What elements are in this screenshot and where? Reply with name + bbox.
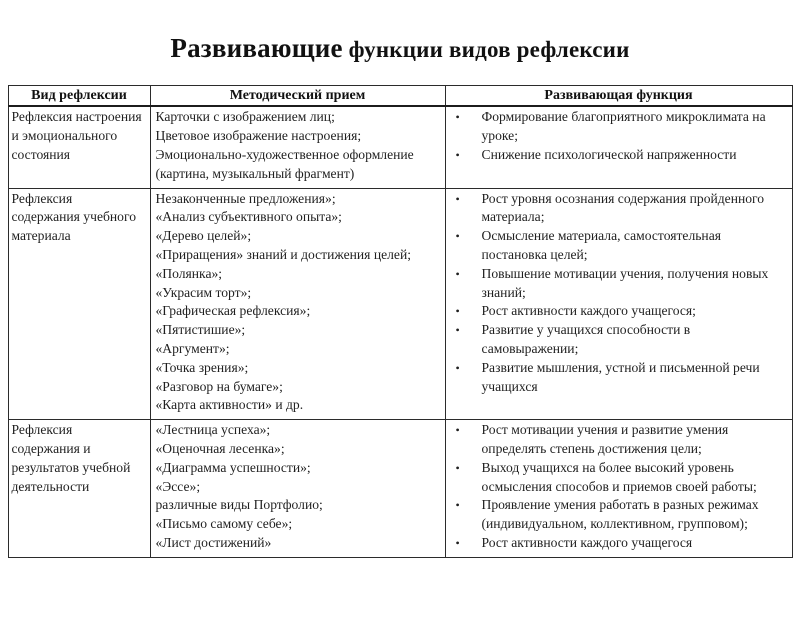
technique-cell — [150, 420, 445, 558]
function-item — [446, 534, 790, 553]
function-text: Развитие мышления, устной и письменной речи учащихся — [481, 359, 760, 394]
bullet-icon: • — [455, 323, 460, 338]
bullet-icon: • — [455, 498, 460, 513]
function-text: Формирование благоприятного микроклимата на уроке; — [481, 109, 766, 144]
function-text: Осмысление материала, самостоятельная постановка целей; — [481, 228, 721, 262]
function-item — [446, 302, 790, 321]
bullet-icon: • — [455, 110, 460, 125]
technique-item: различные виды Портфолио; — [155, 497, 323, 513]
technique-item: «Анализ субъективного опыта»; — [155, 209, 342, 225]
technique-item: «Точка зрения»; — [155, 359, 249, 375]
technique-item: «Письмо самому себе»; — [155, 516, 293, 532]
technique-item: «Разговор на бумаге»; — [155, 378, 283, 394]
function-text: Рост уровня осознания содержания пройденного материала; — [481, 190, 765, 225]
technique-item: «Пятистишие»; — [155, 322, 246, 338]
bullet-icon: • — [455, 304, 460, 319]
table-row — [8, 188, 792, 420]
reflection-type-cell: Рефлексия настроения и эмоционального состояния — [8, 106, 150, 188]
function-text: Проявление умения работать в разных режимах (индивидуальном, коллективном, групповом); — [481, 497, 759, 532]
technique-item: Цветовое изображение настроения; — [155, 128, 362, 144]
function-item — [446, 421, 790, 459]
title-emphasis: Развивающие — [170, 33, 343, 63]
function-item — [446, 190, 790, 228]
function-text: Рост активности каждого учащегося — [481, 534, 693, 550]
technique-item: «Аргумент»; — [155, 340, 230, 356]
technique-cell — [150, 188, 445, 420]
bullet-icon: • — [455, 423, 460, 438]
function-cell — [445, 106, 792, 188]
function-item — [446, 496, 790, 534]
technique-item: Карточки с изображением лиц; — [155, 109, 335, 125]
bullet-icon: • — [455, 229, 460, 244]
technique-item: «Приращения» знаний и достижения целей; — [155, 246, 412, 262]
function-item — [446, 146, 790, 165]
bullet-icon: • — [455, 191, 460, 206]
technique-item: Незаконченные предложения»; — [155, 190, 336, 206]
technique-item: «Карта активности» и др. — [155, 397, 304, 413]
technique-item: «Полянка»; — [155, 265, 223, 281]
function-item — [446, 227, 790, 265]
function-text: Рост активности каждого учащегося; — [481, 303, 696, 319]
function-text: Повышение мотивации учения, получения новых знаний; — [481, 265, 769, 300]
technique-item: Эмоционально-художественное оформление (картина, музыкальный фрагмент) — [155, 146, 414, 181]
function-item — [446, 265, 790, 303]
bullet-icon: • — [455, 147, 460, 162]
table-body — [8, 106, 792, 557]
bullet-icon: • — [455, 266, 460, 281]
function-text: Выход учащихся на более высокий уровень осмысления способов и приемов своей работы; — [481, 459, 757, 494]
technique-item: «Оценочная лесенка»; — [155, 440, 285, 456]
header-developmental-function: Развивающая функция — [445, 86, 792, 107]
table-header-row — [8, 86, 792, 107]
reflection-table — [8, 85, 793, 557]
function-text: Снижение психологической напряженности — [481, 146, 737, 162]
table-row — [8, 106, 792, 188]
header-methodical-technique: Методический прием — [150, 86, 445, 107]
reflection-type-cell: Рефлексия содержания и результатов учебной деятельности — [8, 420, 150, 558]
function-item — [446, 321, 790, 359]
table-row — [8, 420, 792, 558]
technique-cell — [150, 106, 445, 188]
slide — [0, 32, 800, 632]
technique-item: «Лестница успеха»; — [155, 422, 271, 438]
function-text: Рост мотивации учения и развитие умения определять степень достижения цели; — [481, 422, 729, 456]
technique-item: «Лист достижений» — [155, 534, 272, 550]
function-text: Развитие у учащихся способности в самовыражении; — [481, 322, 691, 356]
technique-item: «Графическая рефлексия»; — [155, 303, 311, 319]
bullet-icon: • — [455, 360, 460, 375]
bullet-icon: • — [455, 535, 460, 550]
technique-item: «Дерево целей»; — [155, 228, 252, 244]
function-item — [446, 359, 790, 397]
reflection-type-cell: Рефлексия содержания учебного материала — [8, 188, 150, 420]
function-item — [446, 108, 790, 146]
technique-item: «Диаграмма успешности»; — [155, 459, 311, 475]
technique-item: «Эссе»; — [155, 478, 201, 494]
title-rest: функции видов рефлексии — [342, 37, 630, 62]
function-cell — [445, 188, 792, 420]
function-cell — [445, 420, 792, 558]
bullet-icon: • — [455, 460, 460, 475]
header-reflection-type: Вид рефлексии — [8, 86, 150, 107]
page-title — [0, 32, 800, 64]
technique-item: «Украсим торт»; — [155, 284, 252, 300]
function-item — [446, 459, 790, 497]
